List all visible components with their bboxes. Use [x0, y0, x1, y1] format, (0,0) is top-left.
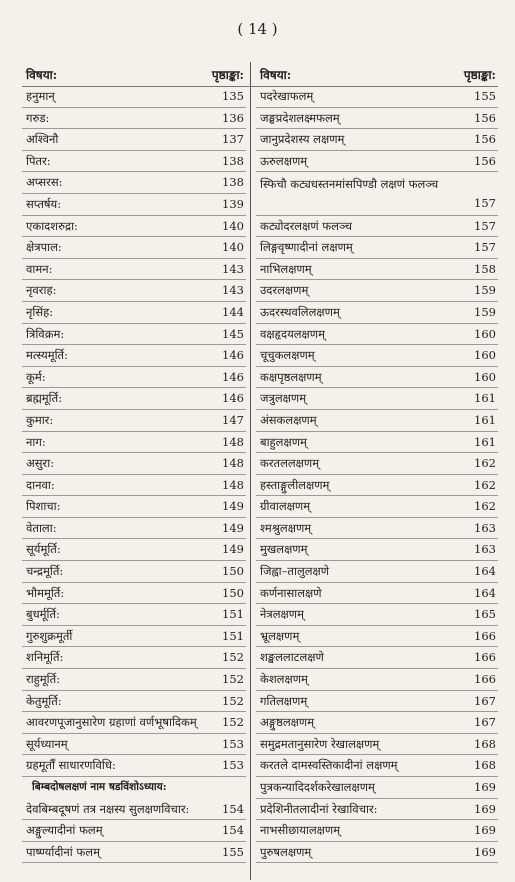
index-entry	[256, 388, 498, 410]
index-entry	[22, 734, 246, 756]
entry-title: नाभिलक्षणम्	[260, 261, 312, 276]
index-entry	[256, 302, 498, 324]
entry-page-number: 148	[222, 477, 244, 492]
entry-title: दानवा:	[26, 477, 55, 492]
entry-title: चन्द्रमूर्ति:	[26, 564, 64, 579]
entry-title: सप्तर्षय:	[26, 196, 62, 211]
entry-title: पुत्रकन्यादिदर्शकरेखालक्षणम्	[260, 780, 375, 794]
index-entry	[22, 583, 246, 605]
entry-title: पुरुषलक्षणम्	[260, 844, 312, 859]
entry-title: पार्ष्ण्यादीनां फलम्	[26, 844, 100, 859]
subject-heading: विषया:	[260, 68, 292, 82]
index-entry	[256, 453, 498, 475]
entry-page-number: 169	[474, 823, 496, 838]
entry-page-number: 152	[222, 693, 244, 708]
entry-page-number: 138	[222, 153, 244, 168]
index-entry	[256, 216, 498, 238]
index-entry	[256, 712, 498, 734]
entry-title: गुरुशुक्रमूर्ती	[26, 628, 73, 643]
entry-title: जङ्घप्रदेशलक्ष्मफलम्	[260, 110, 340, 125]
index-entry	[256, 280, 498, 302]
entry-page-number: 156	[474, 132, 496, 147]
index-entry	[22, 194, 246, 216]
index-entry	[22, 129, 246, 151]
index-entry	[22, 561, 246, 583]
index-entry	[22, 172, 246, 194]
entry-title: कट्योदरलक्षणं फलञ्च	[260, 218, 352, 233]
entry-title: अङ्गुष्ठलक्षणम्	[260, 715, 315, 730]
entry-page-number: 149	[222, 542, 244, 557]
entry-title: सूर्यध्यानम्	[26, 736, 68, 751]
index-entry	[22, 475, 246, 497]
index-entry	[256, 755, 498, 777]
left-entries	[22, 86, 246, 863]
entry-title: बुधर्मूर्ति:	[26, 607, 60, 622]
entry-page-number: 163	[474, 542, 496, 557]
entry-title: ब्रह्ममूर्ति:	[26, 391, 63, 406]
entry-title: वक्षहृदयलक्षणम्	[260, 326, 325, 341]
index-entry	[22, 388, 246, 410]
entry-title: स्फिचौ कट्यधस्तनमांसपिण्डौ लक्षणं फलञ्च	[260, 177, 439, 192]
entry-page-number: 150	[222, 564, 244, 579]
entry-page-number: 154	[222, 823, 244, 838]
entry-page-number: 157	[474, 240, 496, 255]
left-column	[22, 62, 246, 880]
entry-page-number: 144	[222, 304, 244, 319]
index-entry	[22, 496, 246, 518]
entry-page-number: 159	[474, 283, 496, 298]
entry-title: नृवराह:	[26, 283, 57, 298]
entry-title: एकादशरुद्रा:	[26, 218, 78, 233]
entry-page-number: 161	[474, 434, 496, 449]
entry-page-number: 161	[474, 391, 496, 406]
index-entry	[22, 604, 246, 626]
entry-page-number: 162	[474, 477, 496, 492]
entry-page-number: 162	[474, 456, 496, 471]
entry-page-number: 143	[222, 283, 244, 298]
entry-title: पदरेखाफलम्	[260, 89, 314, 103]
index-entry	[256, 172, 498, 215]
entry-page-number: 150	[222, 585, 244, 600]
entry-page-number: 166	[474, 672, 496, 687]
entry-title: पितर:	[26, 153, 51, 168]
index-entry	[256, 777, 498, 799]
page-heading: पृष्ठाङ्का:	[463, 68, 496, 82]
index-entry	[256, 691, 498, 713]
index-entry	[256, 151, 498, 173]
entry-page-number: 148	[222, 434, 244, 449]
entry-page-number: 140	[222, 218, 244, 233]
entry-page-number: 140	[222, 240, 244, 255]
entry-page-number: 151	[222, 628, 244, 643]
entry-page-number: 163	[474, 520, 496, 535]
entry-title: अंसकलक्षणम्	[260, 412, 317, 427]
index-entry	[22, 712, 246, 734]
index-entry	[22, 669, 246, 691]
entry-page-number: 146	[222, 369, 244, 384]
entry-page-number: 166	[474, 650, 496, 665]
entry-page-number: 153	[222, 736, 244, 751]
entry-page-number: 158	[474, 261, 496, 276]
index-entry	[256, 86, 498, 108]
entry-title: अङ्गुल्यादीनां फलम्	[26, 823, 103, 838]
index-entry	[256, 324, 498, 346]
index-entry	[256, 108, 498, 130]
entry-page-number: 157	[474, 196, 496, 211]
entry-title: नाभसीछायालक्षणम्	[260, 823, 341, 838]
entry-page-number: 137	[222, 132, 244, 147]
entry-title: शङ्खललाटलक्षणे	[260, 650, 324, 665]
entry-page-number: 147	[222, 412, 244, 427]
index-entry	[256, 432, 498, 454]
entry-title: वामन:	[26, 261, 53, 276]
entry-page-number: 166	[474, 628, 496, 643]
entry-title: कुमार:	[26, 412, 54, 427]
entry-page-number: 153	[222, 758, 244, 773]
entry-title: उदरलक्षणम्	[260, 283, 309, 298]
entry-page-number: 152	[222, 672, 244, 687]
index-entry	[256, 259, 498, 281]
entry-page-number: 148	[222, 456, 244, 471]
index-entry	[22, 691, 246, 713]
entry-page-number: 135	[222, 89, 244, 103]
index-entry	[22, 518, 246, 540]
entry-title: देवबिम्बदूषणं तत्र नक्षस्य सुलक्षणविचार:	[26, 801, 190, 816]
entry-title: नेत्रलक्षणम्	[260, 607, 304, 622]
entry-page-number: 156	[474, 110, 496, 125]
entry-page-number: 165	[474, 607, 496, 622]
right-column-header	[256, 62, 498, 86]
index-entry	[256, 496, 498, 518]
entry-title: केतुमूर्ति:	[26, 693, 62, 708]
entry-title: समुद्रमतानुसारेण रेखालक्षणम्	[260, 736, 380, 751]
index-entry	[22, 626, 246, 648]
entry-title: आवरणपूजानुसारेण ग्रहाणां वर्णभूषादिकम्	[26, 715, 197, 730]
index-entry	[256, 669, 498, 691]
entry-title: करतले दामस्वस्तिकादीनां लक्षणम्	[260, 758, 398, 773]
subject-heading: विषया:	[26, 68, 58, 82]
index-entry	[22, 280, 246, 302]
index-entry	[256, 626, 498, 648]
index-entry	[256, 345, 498, 367]
index-entry	[22, 453, 246, 475]
entry-title: ग्रीवालक्षणम्	[260, 499, 311, 514]
entry-title: चूचुकलक्षणम्	[260, 348, 315, 363]
entry-page-number: 149	[222, 520, 244, 535]
entry-title: मत्स्यमूर्ति:	[26, 348, 68, 363]
index-entry	[256, 237, 498, 259]
entry-title: केशलक्षणम्	[260, 672, 308, 687]
index-entry	[256, 561, 498, 583]
right-entries	[256, 86, 498, 863]
entry-title: ऊरुलक्षणम्	[260, 153, 308, 168]
entry-title: पिशाचा:	[26, 499, 61, 514]
entry-title: श्मश्रुलक्षणम्	[260, 520, 312, 535]
index-entry	[22, 324, 246, 346]
index-entry	[256, 129, 498, 151]
entry-page-number: 160	[474, 326, 496, 341]
entry-page-number: 155	[474, 89, 496, 103]
entry-title: भौममूर्ति:	[26, 585, 65, 600]
index-entry	[256, 604, 498, 626]
entry-page-number: 168	[474, 758, 496, 773]
page-heading: पृष्ठाङ्का:	[211, 68, 244, 82]
index-entry	[22, 842, 246, 864]
entry-page-number: 167	[474, 715, 496, 730]
index-entry	[22, 647, 246, 669]
index-entry	[22, 108, 246, 130]
index-entry	[22, 799, 246, 821]
entry-page-number: 149	[222, 499, 244, 514]
entry-page-number: 152	[222, 650, 244, 665]
index-entry	[256, 820, 498, 842]
entry-page-number: 164	[474, 564, 496, 579]
entry-title: अप्सरस:	[26, 175, 63, 190]
left-column-header	[22, 62, 246, 86]
entry-page-number: 164	[474, 585, 496, 600]
index-entry	[256, 647, 498, 669]
entry-title: नाग:	[26, 434, 46, 449]
entry-title: कर्णनासालक्षणे	[260, 585, 322, 600]
index-entry	[22, 820, 246, 842]
index-entry	[256, 842, 498, 864]
entry-title: मुखलक्षणम्	[260, 542, 308, 557]
index-entry	[22, 539, 246, 561]
entry-title: क्षेत्रपाल:	[26, 240, 62, 255]
entry-title: जिह्वा–तालुलक्षणे	[260, 564, 330, 579]
entry-title: करतललक्षणम्	[260, 456, 320, 471]
index-entry	[256, 367, 498, 389]
index-entry	[22, 86, 246, 108]
index-entry	[256, 583, 498, 605]
index-entry	[22, 151, 246, 173]
index-entry	[22, 302, 246, 324]
entry-page-number: 159	[474, 304, 496, 319]
entry-page-number: 157	[474, 218, 496, 233]
entry-title: त्रिविक्रम:	[26, 326, 65, 341]
entry-title: ऊदरस्थवलिलक्षणम्	[260, 304, 340, 319]
entry-page-number: 152	[222, 715, 244, 730]
index-entry	[22, 216, 246, 238]
entry-page-number: 169	[474, 844, 496, 859]
entry-page-number: 160	[474, 369, 496, 384]
entry-title: जानुप्रदेशस्य लक्षणम्	[260, 132, 345, 147]
page-number: ( 14 )	[237, 20, 278, 38]
index-entry	[22, 345, 246, 367]
entry-title: वेताला:	[26, 520, 57, 535]
chapter-heading	[22, 777, 246, 799]
entry-page-number: 151	[222, 607, 244, 622]
index-entry	[22, 432, 246, 454]
entry-page-number: 146	[222, 348, 244, 363]
entry-title: सूर्यमूर्ति:	[26, 542, 61, 557]
index-entry	[22, 259, 246, 281]
entry-title: गतिलक्षणम्	[260, 693, 308, 708]
entry-title: लिङ्गवृष्णादीनां लक्षणम्	[260, 240, 353, 255]
entry-title: शनिमूर्ति:	[26, 650, 64, 665]
entry-page-number: 145	[222, 326, 244, 341]
index-entry	[256, 475, 498, 497]
entry-page-number: 160	[474, 348, 496, 363]
entry-title: बिम्बदोषलक्षणं नाम षडविंशोऽध्याय:	[32, 781, 167, 793]
entry-page-number: 154	[222, 801, 244, 816]
entry-title: गरुड:	[26, 110, 50, 125]
entry-page-number: 139	[222, 196, 244, 211]
entry-page-number: 138	[222, 175, 244, 190]
index-entry	[22, 237, 246, 259]
entry-title: भ्रूलक्षणम्	[260, 628, 300, 643]
entry-title: कक्षपृष्ठलक्षणम्	[260, 369, 322, 384]
entry-title: ग्रहमूर्तौं साधारणविधि:	[26, 758, 116, 773]
index-entry	[256, 518, 498, 540]
index-entry	[22, 367, 246, 389]
entry-title: बाहुलक्षणम्	[260, 434, 307, 449]
entry-page-number: 155	[222, 844, 244, 859]
entry-page-number: 136	[222, 110, 244, 125]
entry-page-number: 146	[222, 391, 244, 406]
entry-page-number: 168	[474, 736, 496, 751]
entry-page-number: 156	[474, 153, 496, 168]
entry-page-number: 167	[474, 693, 496, 708]
entry-title: असुरा:	[26, 456, 55, 471]
entry-title: हनुमान्	[26, 89, 55, 103]
entry-title: नृसिंह:	[26, 304, 54, 319]
index-entry	[256, 734, 498, 756]
entry-title: जत्रुलक्षणम्	[260, 391, 307, 406]
entry-title: हस्ताङ्गुलीलक्षणम्	[260, 477, 330, 492]
entry-title: राहुमूर्ति:	[26, 672, 61, 687]
entry-title: अश्विनौ	[26, 132, 59, 147]
index-entry	[22, 410, 246, 432]
index-entry	[22, 755, 246, 777]
index-entry	[256, 410, 498, 432]
right-column	[256, 62, 498, 880]
entry-page-number: 143	[222, 261, 244, 276]
entry-page-number: 169	[474, 780, 496, 794]
index-entry	[256, 799, 498, 821]
entry-page-number: 161	[474, 412, 496, 427]
entry-title: कूर्म:	[26, 369, 46, 384]
entry-title: प्रदेशिनीतलादीनां रेखाविचार:	[260, 801, 378, 816]
entry-page-number: 169	[474, 801, 496, 816]
index-entry	[256, 539, 498, 561]
column-divider	[250, 62, 251, 880]
entry-page-number: 162	[474, 499, 496, 514]
